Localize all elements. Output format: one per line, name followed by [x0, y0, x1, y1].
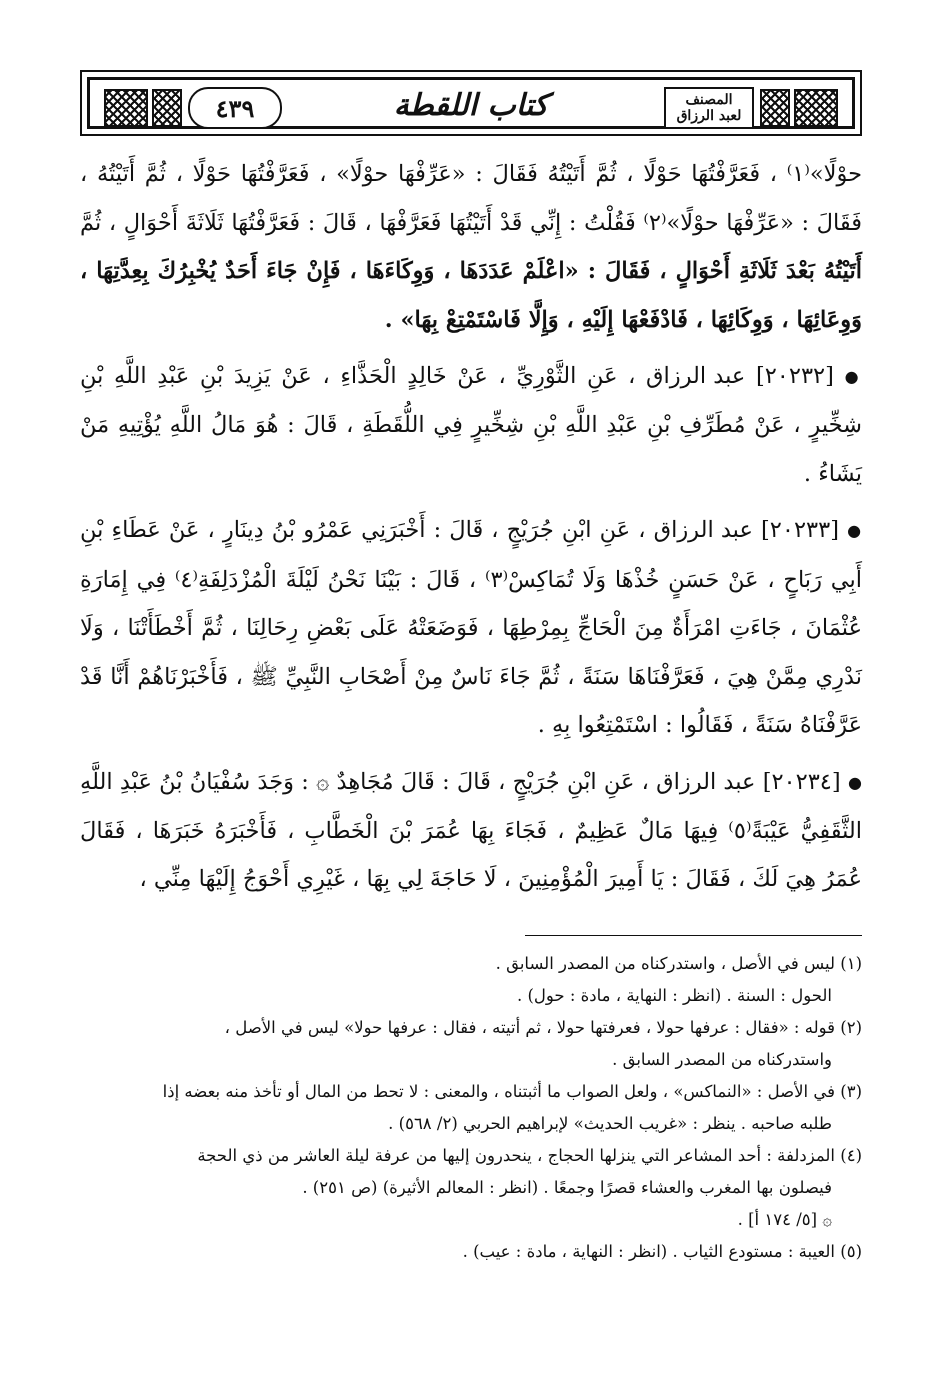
footnote-line: فيصلون بها المغرب والعشاء قصرًا وجمعًا . (انظر : المعالم الأثيرة) (ص ٢٥١) . [302, 1178, 832, 1197]
footnote-line: ۞ [٥/ ١٧٤ أ] . [737, 1210, 832, 1229]
footnote-line: واستدركناه من المصدر السابق . [612, 1050, 832, 1069]
text-line: عبد الرزاق ، عَنِ الثَّوْرِيِّ ، عَنْ خَالِدٍ الْحَذَّاءِ ، عَنْ يَزِيدَ بْنِ عَبْدِ اللَّهِ بْنِ شِخِّيرٍ ، [80, 363, 862, 439]
hadith-number: [٢٠٢٣٤] [762, 768, 841, 795]
footnote-line: (٢) قوله : «فقال : عرفها حولا ، فعرفتها حولا ، ثم أتيته ، فقال : عرفها حولا» ليس في الأصل ، [224, 1018, 862, 1037]
text-line: وَلَا نَدْرِي مِمَّنْ هِيَ ، فَعَرَّفْنَاهَا سَنَةً ، ثُمَّ جَاءَ نَاسٌ مِنْ أَصْحَابِ النَّبِيِّ ﷺ ، فَأَخْبَرْنَاهُمْ [80, 615, 863, 690]
header-frame [87, 77, 855, 129]
hadith-20233 [80, 506, 862, 749]
text-line: حوْلًا»⁽١⁾ ، فَعَرَّفْتُهَا حَوْلًا ، ثُمَّ أَتَيْتُهُ فَقَالَ : «عَرِّفْهَا حوْلًا» ، فَعَرَّفْتُهَا حَوْلًا ، ثُمَّ أَتَيْتُهُ ، [80, 161, 862, 187]
paragraph-continuation [80, 150, 862, 344]
footnotes [80, 948, 862, 1268]
text-line: عُمَرُ هِيَ لَكَ ، فَقَالَ : يَا أَمِيرَ الْمُؤْمِنِينَ ، لَا حَاجَةَ لِي بِهَا ، غَيْرِي أَحْوَجُ إِلَيْهَا مِنِّي ، [139, 866, 862, 893]
ornament-right-icon [794, 89, 838, 127]
footnote-line: الحول : السنة . (انظر : النهاية ، مادة : حول) . [516, 986, 832, 1005]
footnote-1 [80, 948, 862, 1012]
hadith-number: [٢٠٢٣٣] [761, 517, 839, 544]
text-line: أَتَيْتُهُ بَعْدَ ثَلَاثَةِ أَحْوَالٍ ، فَقَالَ : «اعْلَمْ عَدَدَهَا ، وَوِكَاءَهَا ، فَإِنْ جَاءَ أَحَدٌ يُخْبِرُكَ بِعِدَّتِهَا ، [80, 258, 862, 284]
footnote-2 [80, 1012, 862, 1076]
footnote-line: (٣) في الأصل : «النماكس» ، ولعل الصواب ما أثبتناه ، والمعنى : لا تحط من المال أو تأخذ منه بعضه إذا [162, 1082, 862, 1101]
author-line-1: المصنف [685, 92, 733, 108]
text-line: الثَّقَفِيُّ عَيْبَةً⁽٥⁾ فِيهَا مَالٌ عَظِيمٌ ، فَجَاءَ بِهَا عُمَرَ بْنَ الْخَطَّابِ ، فَأَخْبَرَهُ خَبَرَهَا ، فَقَالَ [80, 817, 862, 844]
text-line: أَبِي رَبَاحٍ ، عَنْ حَسَنٍ خُذْهَا وَلَا تُمَاكِسْ⁽٣⁾ ، قَالَ : بَيْنَا نَحْنُ لَيْلَةَ الْمُزْدَلِفَةِ⁽٤⁾ فِي إِمَارَةِ [80, 566, 862, 593]
page-header [80, 70, 862, 136]
hadith-number: [٢٠٢٣٢] [755, 363, 834, 389]
bullet-icon: ● [844, 366, 862, 386]
text-line: وَوِعَائِهَا ، وَوِكَائِهَا ، فَادْفَعْهَا إِلَيْهِ ، وَإِلَّا فَاسْتَمْتِعْ بِهَا» . [384, 306, 862, 333]
page-number: ٤٣٩ [188, 87, 282, 129]
footnote-line: (٥) العيبة : مستودع الثياب . (انظر : النهاية ، مادة : عيب) . [462, 1242, 862, 1261]
author-line-2: لعبد الرزاق [676, 108, 742, 124]
footnote-line: (١) ليس في الأصل ، واستدركناه من المصدر السابق . [495, 954, 862, 973]
footnote-4 [80, 1140, 862, 1236]
hadith-20232 [80, 352, 862, 498]
bullet-icon: ● [847, 521, 863, 540]
main-text [80, 150, 862, 912]
footnote-divider [525, 935, 862, 936]
footnote-line: طلبه صاحبه . ينظر : «غريب الحديث» لإبراهيم الحربي (٢/ ٥٦٨) . [388, 1114, 832, 1133]
text-line: عُثْمَانَ ، جَاءَتِ امْرَأَةٌ مِنَ الْحَاجِّ بِمِرْطِهَا ، فَوَضَعَتْهُ عَلَى بَعْضِ رِحَالِنَا ، ثُمَّ أَخْطَأَتْنَا ، [111, 615, 862, 641]
text-line: أَنَّا قَدْ عَرَّفْنَاهُ سَنَةً ، فَقَالُوا : اسْتَمْتِعُوا بِهِ . [80, 663, 862, 738]
bullet-icon: ● [847, 772, 862, 792]
hadith-20234 [80, 758, 862, 904]
footnote-5 [80, 1236, 862, 1268]
text-line: عَنْ مُطَرِّفِ بْنِ عَبْدِ اللَّهِ بْنِ شِخِّيرٍ فِي اللُّقَطَةِ ، قَالَ : هُوَ مَالُ اللَّهِ يُؤْتِيهِ مَنْ يَشَاءُ . [80, 412, 862, 487]
text-line: عبد الرزاق ، عَنِ ابْنِ جُرَيْجٍ ، قَالَ : قَالَ مُجَاهِدٌ ۞ : وَجَدَ سُفْيَانُ بْنُ عَبْدِ اللَّهِ [80, 768, 756, 795]
footnote-3 [80, 1076, 862, 1140]
text-line: عبد الرزاق ، عَنِ ابْنِ جُرَيْجٍ ، قَالَ : أَخْبَرَنِي عَمْرُو بْنُ دِينَارٍ ، عَنْ عَطَاءِ بْنِ [80, 517, 753, 544]
author-badge [664, 87, 754, 129]
footnote-line: (٤) المزدلفة : أحد المشاعر التي ينزلها الحجاج ، ينحدرون إليها من عرفة ليلة العاشر من ذي الحجة [197, 1146, 862, 1165]
chapter-title: كتاب اللقطة [393, 88, 549, 123]
ornament-right-inner-icon [760, 89, 790, 127]
text-line: فَقَالَ : «عَرِّفْهَا حوْلًا»⁽٢⁾ فَقُلْتُ : إِنِّي قَدْ أَتَيْتُهَا فَعَرَّفْهَا ، قَالَ : فَعَرَّفْتُهَا ثَلَاثَةَ أَحْوَالٍ ، ثُمَّ [80, 209, 862, 236]
